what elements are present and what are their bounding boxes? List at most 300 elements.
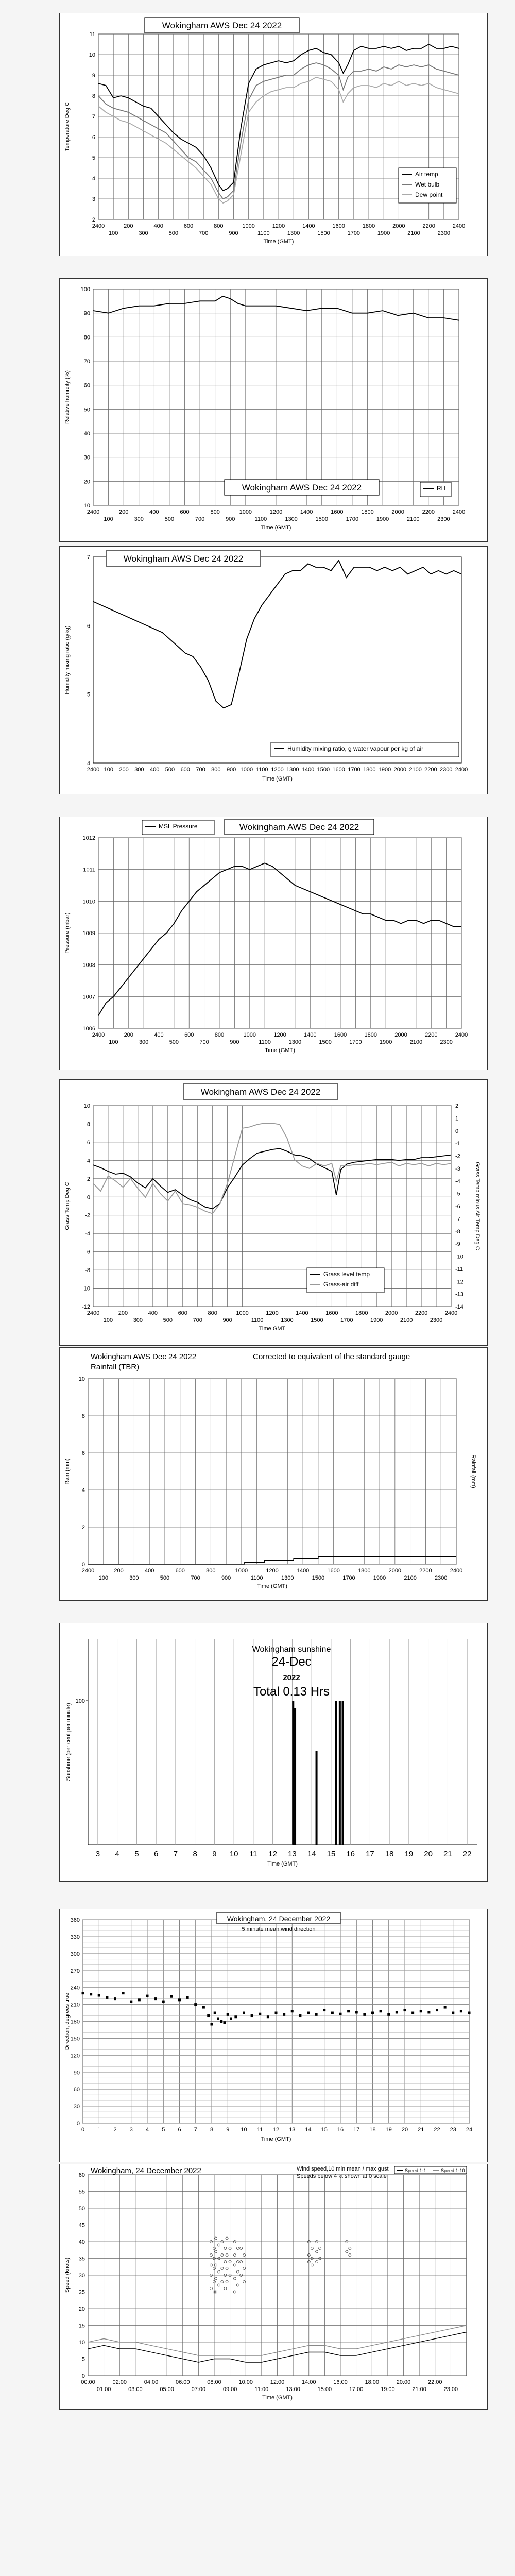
chart-title: Wokingham AWS Dec 24 2022	[162, 21, 282, 30]
x-tick-label: 2400	[92, 223, 105, 229]
x-tick-label: 2000	[391, 509, 404, 515]
x-tick-label: 800	[214, 1032, 225, 1038]
x-tick-label: 2100	[407, 516, 420, 522]
x-tick-label: 800	[208, 1310, 217, 1316]
x-tick-label: 500	[165, 767, 175, 773]
temperature-chart	[60, 13, 487, 256]
x-tick-label: 1800	[363, 767, 376, 773]
y-tick-label: 6	[81, 1450, 85, 1456]
x-tick-label: 700	[198, 230, 209, 236]
direction-point	[387, 2013, 390, 2016]
direction-point	[355, 2011, 358, 2013]
y-axis-label: Speed (knots)	[64, 2257, 71, 2293]
x-tick-label: 2300	[430, 1317, 443, 1324]
x-tick-label: 1700	[349, 1039, 362, 1045]
y-tick-label: 9	[92, 73, 95, 79]
x-tick-label: 2000	[388, 1568, 402, 1574]
legend-label: Speed 1-1	[405, 2168, 426, 2173]
x-axis-label: Time (GMT)	[262, 776, 293, 782]
y-tick-label: -6	[85, 1249, 90, 1256]
y-tick-label: 8	[92, 93, 95, 99]
direction-point	[291, 2010, 294, 2012]
x-tick-label: 1900	[373, 1575, 386, 1581]
x-tick-label: 200	[118, 509, 129, 515]
x-tick-label: 6	[178, 2127, 181, 2133]
x-tick-label: 06:00	[175, 2379, 190, 2385]
y-tick-label: 0	[76, 2121, 80, 2127]
x-tick-label: 2100	[409, 767, 422, 773]
direction-point	[283, 2013, 285, 2016]
x-tick-label: 200	[118, 1310, 128, 1316]
x-tick-label: 13	[288, 1850, 297, 1858]
direction-point	[396, 2011, 398, 2013]
x-tick-label: 1100	[259, 1039, 271, 1045]
x-tick-label: 1400	[302, 223, 315, 229]
chart-year: 2022	[283, 1673, 300, 1682]
x-tick-label: 1700	[347, 230, 360, 236]
grass-temp-chart	[60, 1080, 487, 1345]
x-tick-label: 200	[119, 767, 129, 773]
x-tick-label: 2200	[415, 1310, 428, 1316]
x-tick-label: 1100	[251, 1317, 264, 1324]
x-tick-label: 1300	[281, 1575, 294, 1581]
direction-point	[347, 2010, 350, 2012]
y2-tick-label: -9	[455, 1241, 460, 1248]
x-tick-label: 17	[366, 1850, 374, 1858]
y2-tick-label: -4	[455, 1178, 460, 1185]
x-tick-label: 800	[206, 1568, 216, 1574]
chart-total: Total 0.13 Hrs	[253, 1685, 330, 1699]
sunshine-bar	[292, 1701, 294, 1845]
y-tick-label: 1009	[82, 930, 95, 937]
x-tick-label: 18	[385, 1850, 394, 1858]
x-tick-label: 2400	[92, 1032, 105, 1038]
direction-point	[162, 2001, 165, 2003]
direction-point	[363, 2013, 366, 2016]
x-tick-label: 1700	[340, 1317, 353, 1324]
y2-axis-label: Rainfall (mm)	[470, 1454, 476, 1488]
y-tick-label: 2	[87, 1176, 90, 1182]
x-axis-label: Time (GMT)	[263, 239, 294, 245]
x-tick-label: 800	[210, 509, 220, 515]
x-tick-label: 12:00	[270, 2379, 285, 2385]
x-tick-label: 14	[307, 1850, 316, 1858]
x-tick-label: 1700	[346, 516, 359, 522]
y-tick-label: 5	[92, 155, 95, 161]
y-tick-label: 4	[92, 176, 95, 182]
y-axis-label: Relative humidity (%)	[64, 370, 71, 424]
direction-point	[251, 2014, 253, 2017]
chart-subtitle: Wind speed,10 min mean / max gust	[297, 2166, 389, 2172]
x-tick-label: 09:00	[222, 2386, 237, 2393]
x-tick-label: 1400	[300, 509, 313, 515]
legend-label: Speed 1-10	[441, 2168, 465, 2173]
rainfall-chart	[60, 1348, 487, 1600]
direction-point	[220, 2020, 222, 2023]
y-tick-label: 10	[78, 2340, 85, 2346]
x-tick-label: 1200	[266, 1568, 279, 1574]
y-tick-label: 90	[83, 310, 90, 317]
x-tick-label: 2100	[407, 230, 420, 236]
y-tick-label: 270	[70, 1968, 80, 1974]
y-tick-label: 8	[81, 1413, 85, 1419]
direction-point	[323, 2009, 325, 2011]
y-tick-label: 150	[70, 2036, 80, 2042]
x-tick-label: 0	[81, 2127, 85, 2133]
x-tick-label: 2400	[87, 1310, 100, 1316]
x-tick-label: 05:00	[160, 2386, 174, 2393]
x-tick-label: 1900	[376, 516, 389, 522]
x-tick-label: 2400	[452, 509, 466, 515]
x-tick-label: 11	[257, 2127, 263, 2133]
x-tick-label: 600	[184, 1032, 194, 1038]
x-tick-label: 1800	[361, 509, 374, 515]
direction-point	[371, 2012, 374, 2014]
y-tick-label: 100	[75, 1698, 85, 1704]
x-tick-label: 7	[173, 1850, 178, 1858]
x-tick-label: 300	[139, 1039, 149, 1045]
x-tick-label: 1	[97, 2127, 101, 2133]
y2-tick-label: -12	[455, 1279, 464, 1285]
y-axis-label: Rain (mm)	[64, 1458, 71, 1485]
x-tick-label: 1800	[355, 1310, 368, 1316]
x-tick-label: 10	[241, 2127, 247, 2133]
direction-point	[227, 2013, 229, 2016]
direction-point	[90, 1993, 92, 1995]
direction-point	[315, 2013, 318, 2016]
y-tick-label: 5	[87, 691, 90, 698]
x-tick-label: 900	[230, 1039, 239, 1045]
chart-date: 24-Dec	[271, 1655, 312, 1669]
y-tick-label: 6	[87, 623, 90, 630]
legend-label: Grass level temp	[323, 1270, 370, 1278]
x-tick-label: 1400	[304, 1032, 317, 1038]
y2-tick-label: 2	[455, 1103, 459, 1109]
chart-note: Speeds below 4 kt shown at 0 scale	[297, 2173, 387, 2179]
x-tick-label: 15	[321, 2127, 328, 2133]
direction-point	[452, 2012, 454, 2014]
y-tick-label: 10	[83, 503, 90, 509]
x-tick-label: 8	[210, 2127, 214, 2133]
sunshine-bar	[316, 1751, 318, 1845]
x-tick-label: 2000	[394, 1032, 407, 1038]
x-tick-label: 2400	[452, 223, 466, 229]
x-tick-label: 1300	[285, 516, 298, 522]
x-tick-label: 12	[268, 1850, 277, 1858]
x-tick-label: 1300	[281, 1317, 294, 1324]
y-axis-label: Pressure (mbar)	[64, 912, 71, 954]
legend-label: Air temp	[415, 171, 438, 178]
x-axis-label: Time (GMT)	[262, 2395, 293, 2401]
direction-point	[468, 2012, 471, 2014]
x-tick-label: 400	[144, 1568, 154, 1574]
y-axis-label: Sunshine (per cent per minute)	[65, 1703, 72, 1781]
x-tick-label: 1400	[296, 1568, 310, 1574]
x-tick-label: 500	[160, 1575, 170, 1581]
sunshine-chart-panel	[59, 1623, 488, 1882]
x-tick-label: 2100	[400, 1317, 413, 1324]
humidity-chart-panel	[59, 278, 488, 542]
x-tick-label: 1600	[332, 223, 345, 229]
y2-tick-label: -14	[455, 1304, 464, 1310]
direction-point	[224, 2021, 226, 2024]
y-tick-label: 30	[83, 454, 90, 461]
x-tick-label: 2200	[425, 1032, 438, 1038]
x-tick-label: 1500	[319, 1039, 332, 1045]
direction-point	[436, 2009, 438, 2011]
x-tick-label: 19	[385, 2127, 392, 2133]
x-tick-label: 8	[193, 1850, 197, 1858]
legend-label: Grass-air diff	[323, 1281, 359, 1288]
x-tick-label: 600	[183, 223, 194, 229]
x-tick-label: 200	[124, 223, 133, 229]
pressure-chart-panel	[59, 817, 488, 1070]
x-tick-label: 1200	[271, 767, 284, 773]
x-tick-label: 600	[175, 1568, 185, 1574]
y-tick-label: 2	[92, 217, 95, 223]
plot-frame	[93, 557, 461, 763]
y-tick-label: -4	[85, 1231, 90, 1238]
x-tick-label: 10	[229, 1850, 238, 1858]
y-axis-label: Direction, degrees true	[64, 1992, 71, 2050]
direction-point	[114, 1997, 116, 2000]
y-tick-label: 1010	[82, 899, 95, 905]
y-tick-label: -12	[82, 1304, 90, 1310]
x-tick-label: 200	[124, 1032, 133, 1038]
x-tick-label: 22	[434, 2127, 440, 2133]
direction-point	[339, 2013, 342, 2015]
x-tick-label: 200	[114, 1568, 124, 1574]
x-tick-label: 1100	[255, 767, 268, 773]
y2-axis-label: Grass Temp minus Air Temp Deg C	[474, 1162, 480, 1250]
chart-title: Wokingham AWS Dec 24 2022	[239, 822, 359, 832]
sunshine-bar	[339, 1701, 341, 1845]
x-tick-label: 300	[133, 1317, 143, 1324]
y-tick-label: 0	[87, 1194, 90, 1201]
x-tick-label: 700	[191, 1575, 200, 1581]
x-axis-label: Time GMT	[259, 1326, 286, 1332]
direction-point	[420, 2010, 422, 2012]
x-tick-label: 2200	[424, 767, 437, 773]
legend-box	[420, 482, 451, 497]
x-tick-label: 9	[212, 1850, 217, 1858]
y-tick-label: 1012	[82, 835, 95, 841]
legend-label: RH	[437, 485, 446, 492]
y-tick-label: 6	[87, 1139, 90, 1146]
y2-tick-label: -5	[455, 1191, 460, 1197]
y2-tick-label: -13	[455, 1291, 464, 1298]
x-tick-label: 900	[226, 516, 235, 522]
x-tick-label: 300	[139, 230, 148, 236]
chart-title: Wokingham AWS Dec 24 2022	[91, 1352, 197, 1361]
x-tick-label: 100	[104, 767, 113, 773]
x-tick-label: 15	[327, 1850, 336, 1858]
y-tick-label: -8	[85, 1267, 90, 1274]
wind-speed-chart	[60, 2164, 487, 2409]
y-tick-label: 7	[87, 554, 90, 561]
x-tick-label: 2400	[455, 767, 468, 773]
x-tick-label: 500	[169, 1039, 179, 1045]
x-tick-label: 900	[221, 1575, 231, 1581]
legend-label: Dew point	[415, 191, 443, 198]
x-tick-label: 400	[149, 509, 159, 515]
x-tick-label: 2100	[404, 1575, 417, 1581]
direction-point	[234, 2015, 237, 2018]
y-tick-label: 100	[80, 286, 90, 293]
x-tick-label: 03:00	[128, 2386, 143, 2393]
x-tick-label: 16:00	[333, 2379, 348, 2385]
x-tick-label: 800	[211, 767, 221, 773]
x-tick-label: 00:00	[81, 2379, 95, 2385]
direction-point	[154, 1997, 157, 2000]
x-tick-label: 1000	[240, 767, 253, 773]
x-tick-label: 15:00	[317, 2386, 332, 2393]
y-tick-label: 20	[83, 479, 90, 485]
x-tick-label: 1000	[236, 1310, 249, 1316]
x-tick-label: 23	[450, 2127, 456, 2133]
y-tick-label: 50	[78, 2206, 85, 2212]
y-tick-label: 60	[73, 2087, 80, 2093]
chart-title: Wokingham, 24 December 2022	[227, 1914, 331, 1923]
x-tick-label: 700	[199, 1039, 209, 1045]
y2-tick-label: 0	[455, 1128, 459, 1134]
y-tick-label: 25	[78, 2289, 85, 2296]
y-tick-label: 1008	[82, 962, 95, 969]
x-tick-label: 2400	[455, 1032, 468, 1038]
y2-tick-label: -11	[455, 1266, 464, 1273]
y-tick-label: 45	[78, 2222, 85, 2229]
chart-title: Wokingham, 24 December 2022	[91, 2166, 201, 2175]
x-tick-label: 3	[129, 2127, 133, 2133]
y-tick-label: 30	[78, 2273, 85, 2279]
x-tick-label: 700	[196, 767, 205, 773]
x-tick-label: 400	[148, 1310, 158, 1316]
x-tick-label: 2300	[437, 516, 450, 522]
x-tick-label: 500	[168, 230, 179, 236]
x-tick-label: 2200	[422, 223, 435, 229]
x-tick-label: 04:00	[144, 2379, 159, 2385]
x-tick-label: 24	[466, 2127, 473, 2133]
x-tick-label: 18	[369, 2127, 376, 2133]
x-tick-label: 1000	[239, 509, 252, 515]
y-tick-label: 4	[87, 1158, 90, 1164]
y-tick-label: 360	[70, 1917, 80, 1923]
y-tick-label: 70	[83, 359, 90, 365]
mixing-ratio-chart	[60, 547, 487, 794]
x-tick-label: 5	[134, 1850, 139, 1858]
chart-title: Wokingham AWS Dec 24 2022	[242, 483, 362, 493]
chart-subtitle: Rainfall (TBR)	[91, 1363, 140, 1371]
direction-point	[194, 2003, 197, 2006]
y2-tick-label: -2	[455, 1153, 460, 1160]
temperature-chart-panel	[59, 13, 488, 256]
x-tick-label: 16	[337, 2127, 344, 2133]
y-tick-label: 8	[87, 1121, 90, 1128]
y-axis-label: Grass Temp Deg C	[64, 1182, 71, 1230]
x-tick-label: 7	[194, 2127, 197, 2133]
sunshine-bar	[342, 1701, 344, 1845]
x-tick-label: 1700	[342, 1575, 355, 1581]
x-tick-label: 1600	[325, 1310, 338, 1316]
wind-speed-chart-panel	[59, 2164, 488, 2410]
x-tick-label: 1000	[235, 1568, 248, 1574]
direction-point	[217, 2018, 219, 2020]
x-tick-label: 2300	[440, 1039, 453, 1045]
direction-point	[178, 1998, 181, 2001]
x-tick-label: 1300	[288, 1039, 302, 1045]
direction-point	[331, 2012, 334, 2014]
x-tick-label: 1900	[378, 767, 391, 773]
direction-point	[138, 1998, 141, 2001]
x-tick-label: 21:00	[412, 2386, 426, 2393]
y-tick-label: 40	[83, 431, 90, 437]
x-tick-label: 1800	[358, 1568, 371, 1574]
rainfall-chart-panel	[59, 1347, 488, 1601]
y2-tick-label: -10	[455, 1253, 464, 1260]
x-tick-label: 1000	[243, 1032, 256, 1038]
y-tick-label: -2	[85, 1212, 90, 1219]
x-tick-label: 20	[401, 2127, 408, 2133]
x-tick-label: 1600	[332, 767, 345, 773]
x-axis-label: Time (GMT)	[261, 2136, 291, 2142]
x-tick-label: 1900	[377, 230, 390, 236]
x-tick-label: 100	[109, 1039, 118, 1045]
x-tick-label: 4	[145, 2127, 149, 2133]
y-tick-label: 300	[70, 1951, 80, 1957]
x-tick-label: 500	[164, 516, 175, 522]
x-tick-label: 5	[162, 2127, 165, 2133]
direction-point	[444, 2006, 447, 2009]
x-tick-label: 700	[195, 516, 205, 522]
direction-point	[214, 2012, 216, 2014]
x-tick-label: 1700	[348, 767, 360, 773]
sunshine-bar	[294, 1708, 296, 1845]
y2-tick-label: 1	[455, 1115, 459, 1122]
sunshine-bar	[335, 1701, 337, 1845]
direction-point	[130, 2001, 132, 2003]
x-tick-label: 1300	[286, 767, 299, 773]
y-tick-label: 40	[78, 2239, 85, 2245]
x-tick-label: 11	[249, 1850, 258, 1858]
x-tick-label: 3	[95, 1850, 100, 1858]
x-tick-label: 21	[443, 1850, 452, 1858]
y2-tick-label: -1	[455, 1141, 460, 1147]
y-tick-label: 11	[89, 31, 95, 38]
x-tick-label: 1900	[370, 1317, 383, 1324]
x-tick-label: 400	[153, 223, 163, 229]
y-tick-label: 90	[73, 2070, 80, 2076]
y-tick-label: 60	[78, 2172, 85, 2178]
y-tick-label: 3	[92, 196, 95, 202]
direction-point	[146, 1995, 149, 1997]
x-tick-label: 2400	[81, 1568, 95, 1574]
y-tick-label: 0	[81, 2373, 85, 2379]
direction-point	[207, 2014, 210, 2017]
x-tick-label: 1400	[296, 1310, 308, 1316]
y-tick-label: 1007	[82, 994, 95, 1001]
x-tick-label: 1500	[315, 516, 328, 522]
chart-subtitle: 5 minute mean wind direction	[242, 1926, 316, 1933]
x-axis-label: Time (GMT)	[265, 1047, 295, 1054]
x-tick-label: 2300	[434, 1575, 448, 1581]
x-tick-label: 1800	[364, 1032, 377, 1038]
x-tick-label: 1600	[327, 1568, 340, 1574]
y-tick-label: 210	[70, 2002, 80, 2008]
humidity-chart	[60, 279, 487, 541]
x-tick-label: 1000	[242, 223, 255, 229]
x-tick-label: 100	[103, 1317, 113, 1324]
direction-point	[427, 2011, 430, 2013]
